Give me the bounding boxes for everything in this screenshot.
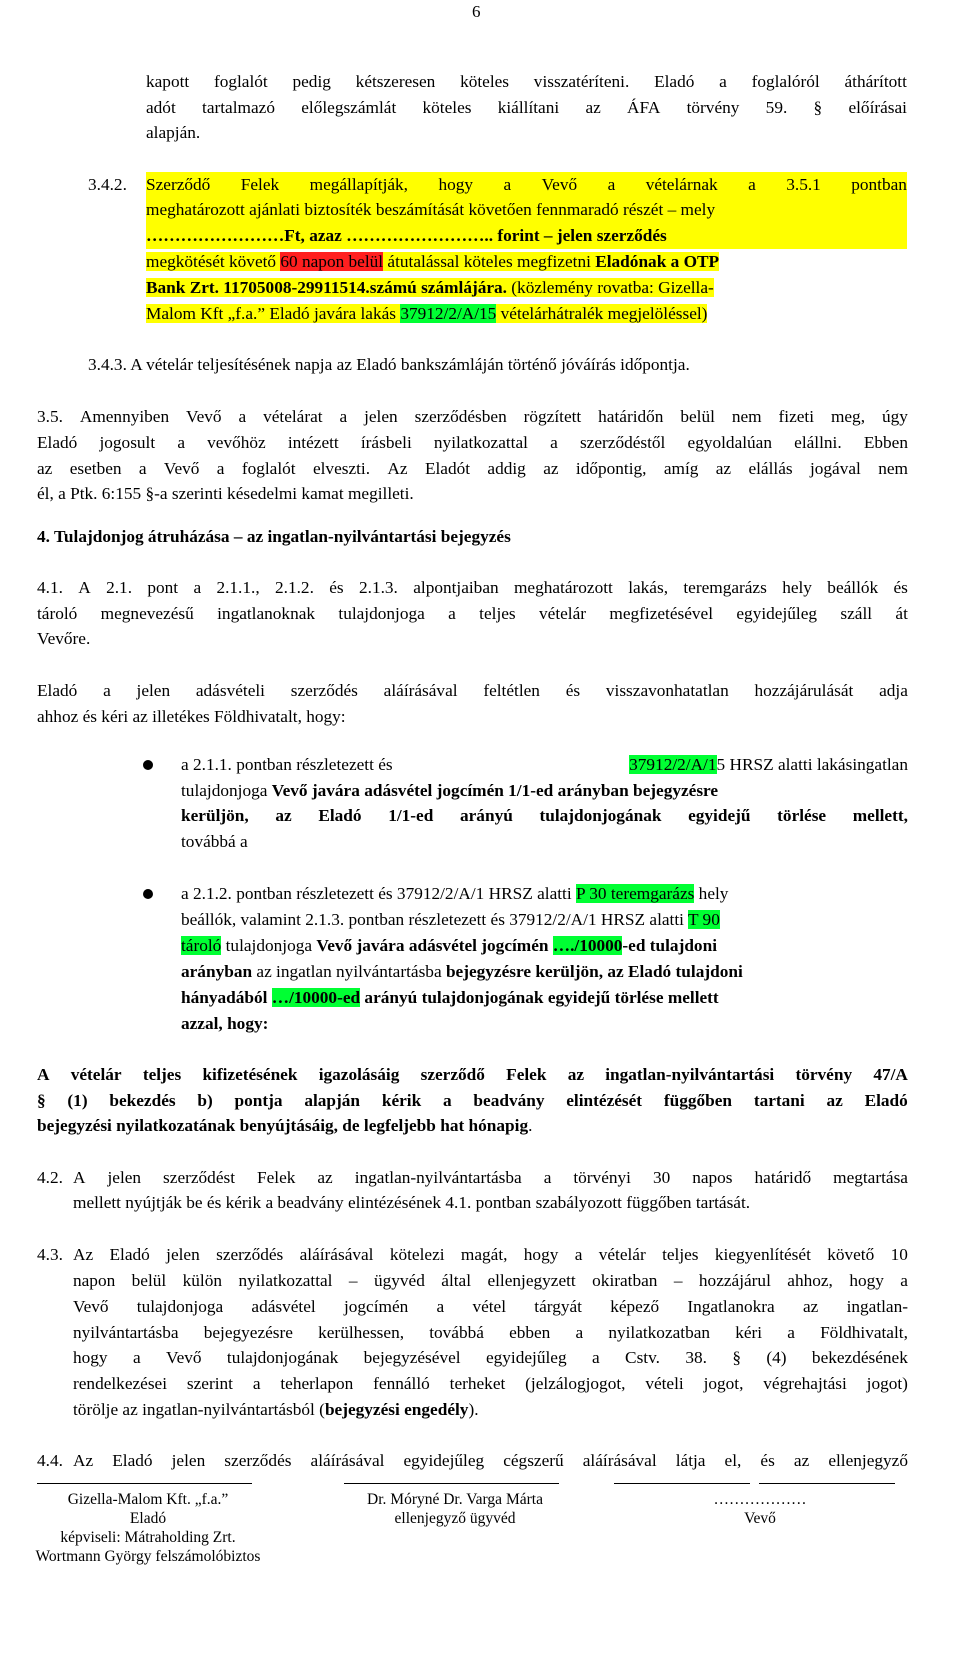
garage-highlight: P 30 teremgarázs xyxy=(575,884,695,903)
bullet-2-line: beállók, valamint 2.1.3. pontban részletezett és 37912/2/A/1 HRSZ alatti T 90 xyxy=(181,910,720,929)
bullet-icon xyxy=(143,889,153,899)
bullet-1-line: kerüljön, az Eladó 1/1-ed arányú tulajdonjogának egyidejű törlése mellett, xyxy=(181,806,908,825)
paragraph-line: adót tartalmazó előlegszámlát köteles kiállítani az ÁFA törvény 59. § előírásai xyxy=(146,98,907,117)
share-highlight: …./10000 xyxy=(552,936,623,955)
paragraph-line: alapján. xyxy=(146,123,201,142)
clause-3-4-2-line: megkötését követő 60 napon belül átutalással köteles megfizetni Eladónak a OTP xyxy=(146,252,720,271)
clause-4-1-line: tároló megnevezésű ingatlanoknak tulajdonjoga a teljes vételár megfizetésével egyidejűleg száll át xyxy=(37,604,908,623)
clause-3-4-3: 3.4.3. A vételár teljesítésének napja az Eladó bankszámláján történő jóváírás időpontja. xyxy=(88,355,690,374)
clause-4-3-line: napon belül külön nyilatkozattal – ügyvéd által ellenjegyzett okiratban – hozzájárul ahhoz, hogy a xyxy=(73,1271,908,1290)
clause-3-4-2-line: Szerződő Felek megállapítják, hogy a Vevő a vételárnak a 3.5.1 pontban xyxy=(146,172,907,198)
signature-line-buyer-2 xyxy=(759,1483,895,1484)
bold-paragraph-line: § (1) bekezdés b) pontja alapján kérik a beadvány elintézését függőben tartani az Eladó xyxy=(37,1091,908,1110)
storage-highlight: T 90 xyxy=(687,910,720,929)
bullet-1-line: a 2.1.1. pontban részletezett és 37912/2/A/15 HRSZ alatti lakásingatlan xyxy=(181,755,908,774)
clause-4-1-line: 4.1. A 2.1. pont a 2.1.1., 2.1.2. és 2.1.3. alpontjaiban meghatározott lakás, teremgarázs hely beállók és xyxy=(37,578,908,597)
signature-block-buyer: ……………… Vevő xyxy=(713,1491,807,1527)
signature-line-lawyer xyxy=(344,1483,559,1484)
clause-number: 4.4. xyxy=(37,1451,63,1470)
bullet-2-line: tároló tulajdonjoga Vevő javára adásvétel jogcímén …./10000-ed tulajdoni xyxy=(181,936,717,955)
clause-3-5-line: 3.5. Amennyiben Vevő a vételárat a jelen szerződésben rögzített határidőn belül nem fizeti meg, úgy xyxy=(37,407,908,426)
clause-4-4-line: Az Eladó jelen szerződés aláírásával egyidejűleg cégszerű aláírásával látja el, és az ellenjegyző xyxy=(73,1451,908,1470)
clause-3-4-2-line: ……………………Ft, azaz …………………….. forint – jelen szerződés xyxy=(146,223,907,249)
clause-4-3-line: Vevő tulajdonjoga adásvétel jogcímén a vétel tárgyát képező Ingatlanokra az ingatlan- xyxy=(73,1297,908,1316)
clause-4-2-line: mellett nyújtják be és kérik a beadvány elintézésének 4.1. pontban szabályozott függőben tartását. xyxy=(73,1193,751,1212)
share-highlight: …/10000-ed xyxy=(271,988,361,1007)
clause-3-4-2-line: meghatározott ajánlati biztosíték beszámítását követően fennmaradó részét – mely xyxy=(146,197,907,223)
clause-4-3-line: törölje az ingatlan-nyilvántartásból (bejegyzési engedély). xyxy=(73,1400,479,1419)
bullet-2-line: hányadából …/10000-ed arányú tulajdonjogának egyidejű törlése mellett xyxy=(181,988,719,1007)
bullet-1-line: továbbá a xyxy=(181,832,248,851)
clause-4-2-line: A jelen szerződést Felek az ingatlan-nyilvántartásba a törvényi 30 napos határidő megtartása xyxy=(73,1168,908,1187)
hrsz-highlight: 37912/2/A/1 xyxy=(629,755,717,774)
deadline-highlight: 60 napon belül xyxy=(280,252,384,271)
bullet-1-line: tulajdonjoga Vevő javára adásvétel jogcímén 1/1-ed arányban bejegyzésre xyxy=(181,781,719,800)
page-number: 6 xyxy=(472,2,481,21)
signature-line-buyer xyxy=(614,1483,750,1484)
paragraph-line: kapott foglalót pedig kétszeresen köteles visszatéríteni. Eladó a foglalóról áthárított xyxy=(146,72,907,91)
clause-3-4-2-line: Malom Kft „f.a.” Eladó javára lakás 37912/2/A/15 vételárhátralék megjelöléssel) xyxy=(146,304,708,323)
clause-4-3-line: nyilvántartásba bejegyezésre kerülhessen, továbbá ebben a nyilatkozatban kéri a Földhivatalt, xyxy=(73,1323,908,1342)
clause-number: 4.2. xyxy=(37,1168,63,1187)
section-heading-4: 4. Tulajdonjog átruházása – az ingatlan-nyilvántartási bejegyzés xyxy=(37,527,511,546)
bullet-2-line: azzal, hogy: xyxy=(181,1014,269,1033)
clause-4-3-line: hogy a Vevő tulajdonjogának bejegyzésével egyidejűleg a Cstv. 38. § (4) bekezdésének xyxy=(73,1348,908,1367)
bullet-2-line: arányban az ingatlan nyilvántartásba bejegyzésre kerüljön, az Eladó tulajdoni xyxy=(181,962,743,981)
signature-line-seller xyxy=(37,1483,252,1484)
consent-line: ahhoz és kéri az illetékes Földhivatalt, hogy: xyxy=(37,707,346,726)
clause-3-5-line: az esetben a Vevő a foglalót elveszti. Az Eladót addig az időpontig, amíg az elállás jogával nem xyxy=(37,459,908,478)
clause-4-1-line: Vevőre. xyxy=(37,629,91,648)
hrsz-highlight: 37912/2/A/15 xyxy=(400,304,497,323)
consent-line: Eladó a jelen adásvételi szerződés aláírásával feltétlen és visszavonhatatlan hozzájárulását adja xyxy=(37,681,908,700)
clause-3-5-line: Eladó jogosult a vevőhöz intézett írásbeli nyilatkozattal a szerződéstől egyoldalúan elállni. Ebben xyxy=(37,433,908,452)
clause-number: 4.3. xyxy=(37,1245,63,1264)
bold-paragraph-line: A vételár teljes kifizetésének igazolásáig szerződő Felek az ingatlan-nyilvántartási törvény 47/A xyxy=(37,1065,908,1084)
clause-4-3-line: Az Eladó jelen szerződés aláírásával kötelezi magát, hogy a vételár teljes kiegyenlítését követő 10 xyxy=(73,1245,908,1264)
bank-account: Bank Zrt. 11705008-29911514.számú számlájára. xyxy=(146,278,507,297)
signature-block-lawyer: Dr. Móryné Dr. Varga Márta ellenjegyző ügyvéd xyxy=(367,1491,543,1527)
bold-paragraph-line: bejegyzési nyilatkozatának benyújtásáig, de legfeljebb hat hónapig. xyxy=(37,1116,533,1135)
clause-number: 3.4.2. xyxy=(88,175,127,194)
clause-3-4-2-line: Bank Zrt. 11705008-29911514.számú számlájára. (közlemény rovatba: Gizella- xyxy=(146,278,714,297)
bullet-icon xyxy=(143,760,153,770)
signature-block-seller: Gizella-Malom Kft. „f.a.” Eladó képviseli: Mátraholding Zrt. Wortmann György felszámolóbiztos xyxy=(35,1491,261,1565)
clause-4-3-line: rendelkezései szerint a teherlapon fennálló terheket (jelzálogjogot, vételi jogot, végrehajtási jogot) xyxy=(73,1374,908,1393)
clause-3-5-line: él, a Ptk. 6:155 §-a szerinti késedelmi kamat megilleti. xyxy=(37,484,414,503)
bullet-2-line: a 2.1.2. pontban részletezett és 37912/2/A/1 HRSZ alatti P 30 teremgarázs hely xyxy=(181,884,729,903)
